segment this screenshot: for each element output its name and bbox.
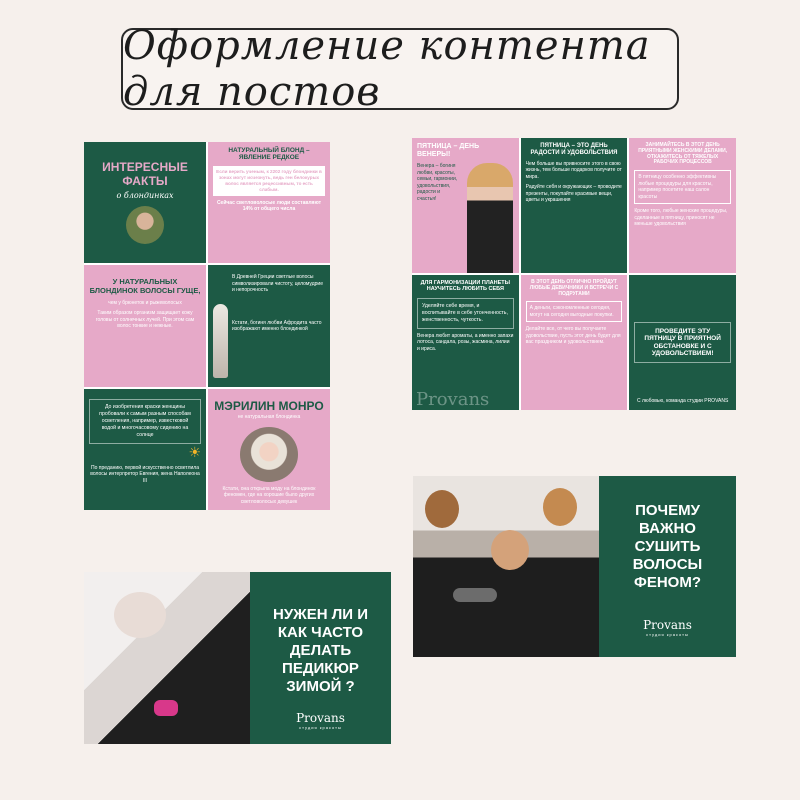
girls-meeting-text2: Делайте все, от чего вы получаете удовольствие, пусть этот день будет для вас праздником и удовольствием. bbox=[525, 326, 621, 346]
venus-statue-image bbox=[213, 304, 228, 378]
spend-friday-sign: С любовью, команда студии PROVANS bbox=[636, 397, 729, 404]
logo-sub: студия красоты bbox=[646, 632, 689, 637]
marilyn-text: Кстати, она открыла моду на блондинок феномен, где на хорошие было других светловолосых девушек bbox=[222, 485, 316, 505]
pink-gloves bbox=[154, 700, 178, 716]
provans-watermark: Provans bbox=[416, 389, 490, 410]
thicker-hair-text: Таким образом организм защищает кожу головы от солнечных лучей. При этом сам волос тонкие и нежные. bbox=[95, 310, 195, 330]
hair-dryer bbox=[453, 588, 497, 602]
marilyn-cell bbox=[208, 389, 330, 510]
blonde-facts-grid bbox=[84, 142, 330, 510]
venus-day-text: Венера – богиня любви, красоты, семьи, гармонии, удовольствия, радости и счастья! bbox=[417, 163, 458, 202]
lightening-history-cell bbox=[84, 389, 206, 510]
love-yourself-heading: ДЛЯ ГАРМОНИЗАЦИИ ПЛАНЕТЫ НАУЧИТЕСЬ ЛЮБИТЬ СЕБЯ bbox=[420, 280, 511, 293]
logo-sub: студия красоты bbox=[299, 725, 342, 730]
womens-affairs-heading: ЗАНИМАЙТЕСЬ В ЭТОТ ДЕНЬ ПРИЯТНЫМИ ЖЕНСКИМИ ДЕЛАМИ, ОТКАЖИТЕСЬ ОТ ТЯЖЕЛЫХ РАБОЧИХ ПРОЦЕССОВ bbox=[638, 142, 728, 166]
love-yourself-text2: Венера любит ароматы, а именно запахи лотоса, сандала, розы, жасмина, лилии и ириса. bbox=[417, 332, 514, 352]
logo-text: Provans bbox=[643, 618, 692, 632]
aphrodite-text: Кстати, богиня любви Афродита часто изображают именно блондинкой bbox=[231, 319, 322, 333]
lightening-history-text: До изобретения краски женщины пробовали к самым разным способам осветления, например, известковой водой и многочасовому сидению на солнце bbox=[89, 399, 201, 444]
ancient-greece-cell bbox=[208, 265, 330, 386]
hair-drying-heading: ПОЧЕМУ ВАЖНО СУШИТЬ ВОЛОСЫ ФЕНОМ? bbox=[632, 501, 703, 591]
love-yourself-text: Уделяйте себе время, и воспитывайте в себе утонченность, женственность, чуткость. bbox=[417, 298, 514, 329]
venus-day-heading: ПЯТНИЦА – ДЕНЬ ВЕНЕРЫ! bbox=[417, 143, 480, 159]
pedicure-post-card bbox=[84, 572, 391, 744]
spend-friday-heading: ПРОВЕДИТЕ ЭТУ ПЯТНИЦУ В ПРИЯТНОЙ ОБСТАНОВКЕ И С УДОВОЛЬСТВИЕМ! bbox=[634, 322, 731, 364]
logo-text: Provans bbox=[296, 711, 345, 725]
provans-logo bbox=[643, 618, 692, 637]
ancient-greece-text: В Древней Греции светлые волосы символизировали чистоту, целомудрие и непорочность bbox=[231, 274, 323, 294]
hair-drying-text-panel bbox=[599, 476, 736, 657]
girls-meeting-text: А деньги, сэкономленные сегодня, могут на сегодня выгодные покупки. bbox=[526, 301, 623, 322]
client-head bbox=[491, 530, 529, 570]
friday-grid bbox=[412, 138, 736, 410]
girls-meeting-cell bbox=[521, 275, 628, 410]
blonde-portrait bbox=[126, 206, 164, 244]
natural-blonde-heading: НАТУРАЛЬНЫЙ БЛОНД – ЯВЛЕНИЕ РЕДКОЕ bbox=[228, 147, 310, 162]
thicker-hair-cell bbox=[84, 265, 206, 386]
joy-day-cell bbox=[521, 138, 628, 273]
marilyn-portrait bbox=[240, 427, 298, 482]
facts-cover-cell bbox=[84, 142, 206, 263]
womens-affairs-cell bbox=[629, 138, 736, 273]
natural-blonde-text: Если верить ученым, к 2202 году блондинки в зонах могут исчезнуть, ведь ген белокурых волос является рецессивным, то есть слабым. bbox=[213, 166, 325, 196]
natural-blonde-cell bbox=[208, 142, 330, 263]
cosmetologist-head bbox=[114, 592, 166, 638]
hair-drying-post-card bbox=[413, 476, 736, 657]
pedicure-photo bbox=[84, 572, 250, 744]
hair-drying-photo bbox=[413, 476, 599, 657]
title-banner bbox=[121, 23, 679, 115]
pedicure-heading: НУЖЕН ЛИ И КАК ЧАСТО ДЕЛАТЬ ПЕДИКЮР ЗИМОЙ ? bbox=[273, 606, 368, 695]
joy-day-text: Чем больше вы привносите этого в свою жизнь, тем больше подарков получите от мира. bbox=[525, 160, 622, 180]
provans-logo bbox=[296, 711, 345, 730]
sun-icon: ☀ bbox=[188, 443, 201, 460]
natural-blonde-stat: Сейчас светловолосые люди составляют 14% от общего числа bbox=[216, 199, 322, 213]
girls-meeting-heading: В ЭТОТ ДЕНЬ ОТЛИЧНО ПРОЙДУТ ЛЮБЫЕ ДЕВИЧНИКИ И ВСТРЕЧИ С ПОДРУГАМИ bbox=[529, 279, 619, 297]
love-yourself-cell bbox=[412, 275, 519, 410]
spend-friday-cell bbox=[629, 275, 736, 410]
model-photo bbox=[467, 163, 513, 273]
stylist-right-head bbox=[543, 488, 577, 526]
thicker-hair-sub: чем у брюнеток и рыжеволосых bbox=[108, 299, 182, 306]
facts-heading: ИНТЕРЕСНЫЕ ФАКТЫ bbox=[102, 160, 188, 188]
thicker-hair-heading: У НАТУРАЛЬНЫХ БЛОНДИНОК ВОЛОСЫ ГУЩЕ, bbox=[89, 277, 201, 295]
page-title: Оформление контента для постов bbox=[123, 23, 651, 115]
womens-affairs-text2: Кроме того, любые женские процедуры, сделанные в пятницу, приносят не меньше удовольствия bbox=[634, 208, 728, 227]
joy-day-text2: Радуйте себя и окружающих – проводите презенты, покупайте красивые вещи, цветы и украшения bbox=[525, 184, 622, 204]
marilyn-sub: не натуральная блондинка bbox=[237, 414, 301, 421]
napoleon-text: По преданию, первой искусственно осветлила волосы интерпретор Евгения, жена Наполеона III bbox=[90, 464, 200, 484]
joy-day-heading: ПЯТНИЦА – ЭТО ДЕНЬ РАДОСТИ И УДОВОЛЬСТВИЯ bbox=[530, 143, 618, 156]
pedicure-text-panel bbox=[250, 572, 391, 744]
venus-day-cell bbox=[412, 138, 519, 273]
marilyn-heading: МЭРИЛИН МОНРО bbox=[214, 398, 324, 413]
facts-script: о блондинках bbox=[116, 190, 174, 200]
womens-affairs-text: В пятницу особенно эффективны любые процедуры для красоты, например посетите наш салон красоты bbox=[634, 170, 731, 204]
stylist-left-head bbox=[425, 490, 459, 528]
